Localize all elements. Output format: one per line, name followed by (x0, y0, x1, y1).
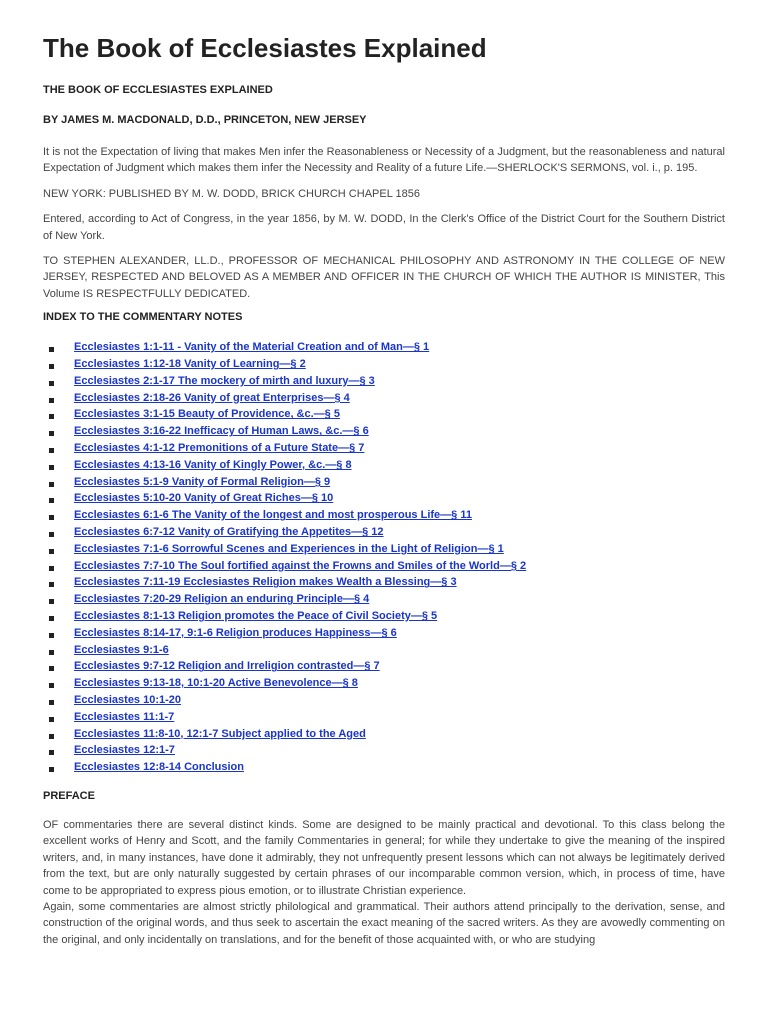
index-link[interactable]: Ecclesiastes 9:13-18, 10:1-20 Active Benevolence—§ 8 (74, 677, 358, 690)
bullet-icon (49, 498, 54, 503)
bullet-icon (49, 414, 54, 419)
index-item (49, 608, 725, 625)
page-title: The Book of Ecclesiastes Explained (43, 33, 487, 63)
index-item (49, 625, 725, 642)
bullet-icon (49, 364, 54, 369)
bullet-icon (49, 666, 54, 671)
index-item (49, 474, 725, 491)
bullet-icon (49, 566, 54, 571)
bullet-icon (49, 515, 54, 520)
index-link[interactable]: Ecclesiastes 2:18-26 Vanity of great Enterprises—§ 4 (74, 391, 350, 404)
preface-heading: PREFACE (43, 789, 95, 802)
commentary-index-list (43, 339, 725, 776)
index-item (49, 507, 725, 524)
bullet-icon (49, 448, 54, 453)
index-link[interactable]: Ecclesiastes 9:7-12 Religion and Irreligion contrasted—§ 7 (74, 660, 380, 673)
index-item (49, 440, 725, 457)
bullet-icon (49, 431, 54, 436)
bullet-icon (49, 398, 54, 403)
index-link[interactable]: Ecclesiastes 12:8-14 Conclusion (74, 761, 244, 774)
epigraph: It is not the Expectation of living that makes Men infer the Reasonableness or Necessity of a Judgment, but the reasonableness and natural Expectation of Judgment which makes them infer the Necessity and Reality of a future Life.—SHERLOCK'S SERMONS, vol. i., p. 195. (43, 146, 725, 175)
index-item (49, 524, 725, 541)
bullet-icon (49, 750, 54, 755)
dedication: TO STEPHEN ALEXANDER, LL.D., PROFESSOR OF MECHANICAL PHILOSOPHY AND ASTRONOMY IN THE COLLEGE OF NEW JERSEY, RESPECTED AND BELOVED AS A MEMBER AND OFFICER IN THE CHURCH OF WHICH THE AUTHOR IS MINISTER, This Volume IS RESPECTFULLY DEDICATED. (43, 255, 725, 300)
index-link[interactable]: Ecclesiastes 8:14-17, 9:1-6 Religion produces Happiness—§ 6 (74, 626, 397, 639)
index-link[interactable]: Ecclesiastes 3:16-22 Inefficacy of Human Laws, &c.—§ 6 (74, 425, 369, 438)
index-item (49, 759, 725, 776)
index-link[interactable]: Ecclesiastes 1:12-18 Vanity of Learning—§ 2 (74, 358, 306, 371)
index-link[interactable]: Ecclesiastes 7:7-10 The Soul fortified against the Frowns and Smiles of the World—§ 2 (74, 559, 527, 572)
bullet-icon (49, 700, 54, 705)
index-item (49, 373, 725, 390)
index-link[interactable]: Ecclesiastes 11:1-7 (74, 710, 175, 723)
index-link[interactable]: Ecclesiastes 8:1-13 Religion promotes the Peace of Civil Society—§ 5 (74, 610, 438, 622)
index-item (49, 406, 725, 423)
preface-paragraph-1: OF commentaries there are several distinct kinds. Some are designed to be mainly practical and devotional. To this class belong the excellent works of Henry and Scott, and the family Commentaries in general; for while they undertake to give the meaning of the inspired writers, and, in many instances, have done it admirably, they not unfrequently present lessons which can not always be legitimately derived from the text, but are only naturally suggested by certain phrases of our incomparable common version, which, in process of time, have come to be appropriated to express pious emotion, or to illustrate Christian experience. (43, 818, 725, 897)
index-item (49, 490, 725, 507)
index-link[interactable]: Ecclesiastes 2:1-17 The mockery of mirth and luxury—§ 3 (74, 374, 375, 387)
bullet-icon (49, 582, 54, 587)
bullet-icon (49, 767, 54, 772)
index-link[interactable]: Ecclesiastes 4:1-12 Premonitions of a Future State—§ 7 (74, 442, 365, 455)
index-item (49, 642, 725, 659)
index-item (49, 692, 725, 709)
index-link[interactable]: Ecclesiastes 1:1-11 - Vanity of the Material Creation and of Man—§ 1 (74, 341, 430, 354)
index-link[interactable]: Ecclesiastes 7:11-19 Ecclesiastes Religion makes Wealth a Blessing—§ 3 (74, 576, 457, 589)
author-line: BY JAMES M. MACDONALD, D.D., PRINCETON, NEW JERSEY (43, 114, 367, 126)
index-link[interactable]: Ecclesiastes 12:1-7 (74, 744, 175, 757)
index-link[interactable]: Ecclesiastes 7:20-29 Religion an enduring Principle—§ 4 (74, 593, 370, 606)
bullet-icon (49, 717, 54, 722)
publisher-line: NEW YORK: PUBLISHED BY M. W. DODD, BRICK CHURCH CHAPEL 1856 (43, 187, 420, 200)
index-item (49, 339, 725, 356)
index-link[interactable]: Ecclesiastes 6:1-6 The Vanity of the longest and most prosperous Life—§ 11 (74, 509, 472, 522)
index-link[interactable]: Ecclesiastes 4:13-16 Vanity of Kingly Power, &c.—§ 8 (74, 458, 352, 471)
bullet-icon (49, 532, 54, 537)
bullet-icon (49, 633, 54, 638)
index-item (49, 726, 725, 743)
bullet-icon (49, 599, 54, 604)
bullet-icon (49, 734, 54, 739)
index-link[interactable]: Ecclesiastes 10:1-20 (74, 693, 182, 706)
preface-paragraph-2: Again, some commentaries are almost strictly philological and grammatical. Their authors attend principally to the derivation, sense, and construction of the original words, and thus seek to ascertain the exact meaning of the sacred writers. As they are avowedly commenting on the original, and only incidentally on translations, and for the benefit of those acquainted with, or who are studying (43, 901, 725, 946)
index-link[interactable]: Ecclesiastes 5:1-9 Vanity of Formal Religion—§ 9 (74, 475, 331, 488)
copyright-notice: Entered, according to Act of Congress, in the year 1856, by M. W. DODD, In the Clerk's Office of the District Court for the Southern District of New York. (43, 213, 725, 242)
index-link[interactable]: Ecclesiastes 3:1-15 Beauty of Providence, &c.—§ 5 (74, 408, 340, 421)
index-item (49, 541, 725, 558)
bullet-icon (49, 465, 54, 470)
index-item (49, 742, 725, 759)
index-link[interactable]: Ecclesiastes 5:10-20 Vanity of Great Riches—§ 10 (74, 492, 334, 505)
index-item (49, 356, 725, 373)
index-link[interactable]: Ecclesiastes 7:1-6 Sorrowful Scenes and Experiences in the Light of Religion—§ 1 (74, 542, 504, 555)
bullet-icon (49, 650, 54, 655)
index-item (49, 574, 725, 591)
bullet-icon (49, 616, 54, 621)
bullet-icon (49, 683, 54, 688)
bullet-icon (49, 347, 54, 352)
index-item (49, 423, 725, 440)
index-item (49, 390, 725, 407)
index-item (49, 675, 725, 692)
bullet-icon (49, 482, 54, 487)
bullet-icon (49, 381, 54, 386)
index-item (49, 658, 725, 675)
index-link[interactable]: Ecclesiastes 6:7-12 Vanity of Gratifying the Appetites—§ 12 (74, 526, 384, 539)
bullet-icon (49, 549, 54, 554)
index-link[interactable]: Ecclesiastes 9:1-6 (74, 643, 169, 656)
index-item (49, 591, 725, 608)
book-title-heading: THE BOOK OF ECCLESIASTES EXPLAINED (43, 84, 273, 96)
index-heading: INDEX TO THE COMMENTARY NOTES (43, 311, 243, 324)
index-item (49, 457, 725, 474)
index-link[interactable]: Ecclesiastes 11:8-10, 12:1-7 Subject applied to the Aged (74, 727, 366, 740)
index-item (49, 558, 725, 575)
index-item (49, 709, 725, 726)
